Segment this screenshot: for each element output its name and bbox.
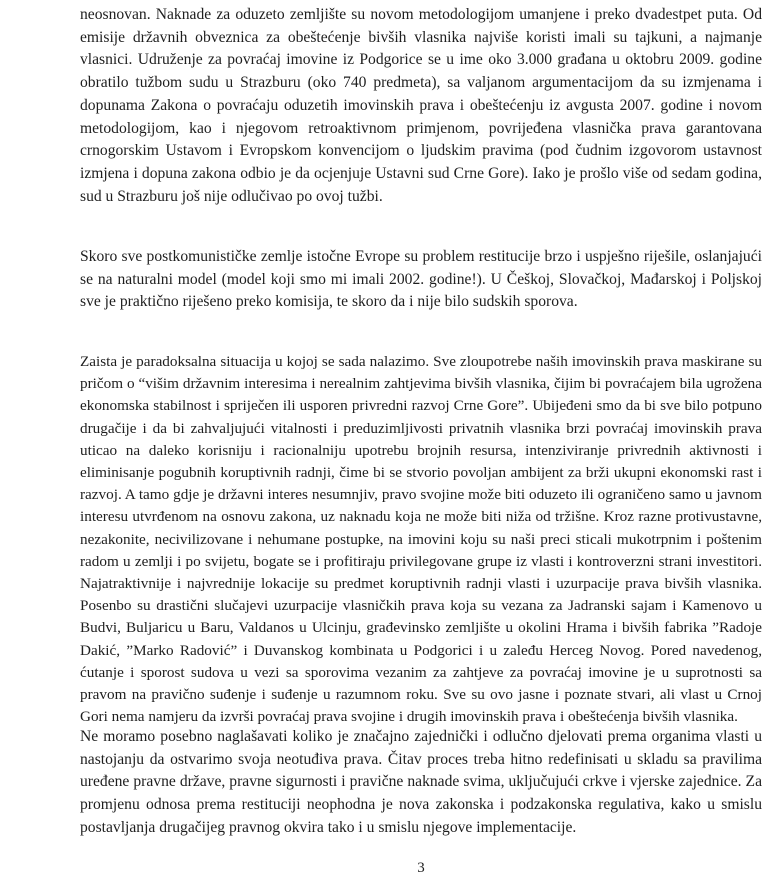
paragraph-2: Skoro sve postkomunističke zemlje istočne Evrope su problem restitucije brzo i uspješno riješile, oslanjajući se na naturalni model (model koji smo mi imali 2002. godine!). U Češkoj, Slovačkoj, Mađarskoj i Poljskoj sve je praktično riješeno preko komisija, te skoro da i nije bilo sudskih sporova. bbox=[80, 248, 762, 311]
paragraph-4: Ne moramo posebno naglašavati koliko je značajno zajednički i odlučno djelovati prema organima vlasti u nastojanju da ostvarimo svoja neotuđiva prava. Čitav proces treba hitno redefinisati u skladu sa pravilima uređene pravne države, pravne sigurnosti i pravične naknade svima, uključujući crkve i vjerske zajednice. Za promjenu odnosa prema restituciji neophodna je nova zakonska i podzakonska regulativa, kako u smislu postavljanja drugačijeg pravnog okvira tako i u smislu njegove implementacije. bbox=[80, 728, 762, 836]
page-number: 3 bbox=[417, 860, 425, 876]
document-page bbox=[80, 0, 762, 876]
paragraph-3: Zaista je paradoksalna situacija u kojoj se sada nalazimo. Sve zloupotrebe naših imovinskih prava maskirane su pričom o “višim državnim interesima i nerealnim zahtjevima bivših vlasnika, čijim bi povraćajem bila ugrožena ekonomska stabilnost i spriječen ili usporen privredni razvoj Crne Gore”. Ubijeđeni smo da bi sve bilo potpuno drugačije i da bi zahvaljujući vitalnosti i preduzimljivosti privatnih vlasnika brzi povraćaj imovinskih prava uticao na daleko korisniju i racionalniju upotrebu brojnih resursa, intenziviranje privrednih aktivnosti i eliminisanje pogubnih koruptivnih radnji, čime bi se stvorio povoljan ambijent za brži ukupni ekonomski rast i razvoj. A tamo gdje je državni interes nesumnjiv, pravo svojine može biti oduzeto ili ograničeno samo u javnom interesu utvrđenom na osnovu zakona, uz naknadu koja ne može biti niža od tržišne. Kroz razne protivustavne, nezakonite, necivilizovane i nehumane postupke, na imovini koju su naši preci sticali mukotrpnim i poštenim radom u zemlji i po svijetu, bogate se i profitiraju privilegovane grupe iz vlasti i kontroverzni strani investitori. Najatraktivnije i najvrednije lokacije su predmet koruptivnih radnji vlasti i uzurpacije prava bivših vlasnika. Posenbo su drastični slučajevi uzurpacije vlasničkih prava koja su vezana za Jadranski sajam i Kamenovo u Budvi, Buljaricu u Baru, Valdanos u Ulcinju, građevinsko zemljište u okolini Hrama i bivših fabrika ”Radoje Dakić, ”Marko Radović” i Duvanskog kombinata u Podgorici i u zaleđu Herceg Novog. Pored navedenog, ćutanje i sporost sudova u vezi sa sporovima vezanim za zahtjeve za povraćaj imovine je u suprotnosti sa pravom na pravično suđenje i suđenje u razumnom roku. Sve su ovo jasne i poznate stvari, ali vlast u Crnoj Gori nema namjeru da izvrši povraćaj prava svojine i drugih imovinskih prava i obeštećenja bivših vlasnika. bbox=[80, 353, 762, 726]
paragraph-1: neosnovan. Naknade za oduzeto zemljište su novom metodologijom umanjene i preko dvadestpet puta. Od emisije državnih obveznica za obeštećenje bivših vlasnika najviše koristi imali su tajkuni, a najmanje vlasnici. Udruženje za povraćaj imovine iz Podgorice se u ime oko 3.000 građana u oktobru 2009. godine obratilo tužbom sudu u Strazburu (oko 740 predmeta), sa valjanom argumentacijom da su izmjenama i dopunama Zakona o povraćaju oduzetih imovinskih prava i obeštećenju iz avgusta 2007. godine i novom metodologijom, kao i njegovom retroaktivnom primjenom, povrijeđena vlasnička prava garantovana crnogorskim Ustavom i Evropskom konvencijom o ljudskim pravima (pod čudnim izgovorom ustavnost izmjena i dopuna zakona odbio je da ocjenjuje Ustavni sud Crne Gore). Iako je prošlo više od sedam godina, sud u Strazburu još nije odlučivao po ovoj tužbi. bbox=[80, 6, 762, 205]
